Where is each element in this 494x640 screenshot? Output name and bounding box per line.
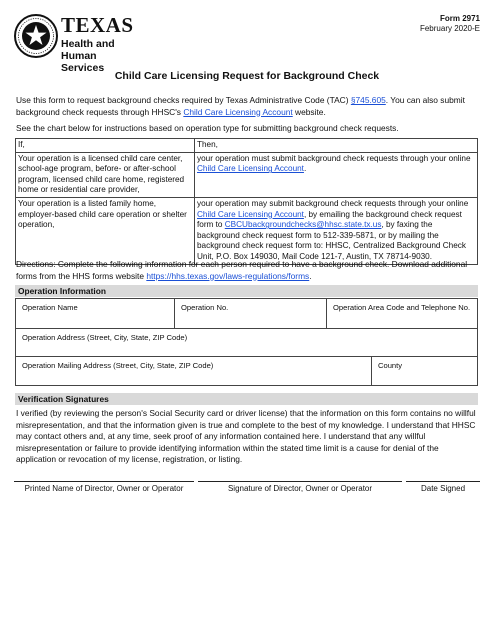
agency-name [61, 15, 144, 74]
forms-website-link[interactable]: https://hhs.texas.gov/laws-regulations/forms [146, 270, 310, 281]
chart-intro: See the chart below for instructions based on operation type for submitting background check requests. [16, 123, 399, 133]
header-if: If, [16, 139, 195, 153]
row2-account-link[interactable]: Child Care Licensing Account [197, 209, 304, 219]
instruction-table [15, 138, 478, 265]
intro-paragraph [16, 95, 478, 118]
intro-text-1: Use this form to request background checks required by Texas Administrative Code (TAC) [16, 95, 351, 105]
operation-number-label: Operation No. [181, 303, 229, 312]
date-line[interactable] [406, 481, 480, 482]
operation-name-field[interactable] [15, 298, 175, 329]
row2-instruction [195, 197, 478, 264]
hhs-logo [14, 14, 144, 72]
table-row [16, 152, 478, 197]
form-date: February 2020-E [419, 24, 480, 33]
tac-link[interactable]: §745.605 [350, 95, 386, 105]
operation-info-heading: Operation Information [15, 285, 478, 297]
table-header-row [16, 139, 478, 153]
row2-text-1: your operation may submit background check requests through your online [197, 198, 469, 208]
date-label: Date Signed [420, 484, 466, 493]
mailing-address-field[interactable] [15, 356, 372, 386]
operation-address-field[interactable] [15, 328, 478, 357]
page-title: Child Care Licensing Request for Background Check [114, 70, 380, 82]
printed-name-line[interactable] [14, 481, 194, 482]
header-then: Then, [195, 139, 478, 153]
row1-account-link[interactable]: Child Care Licensing Account [197, 164, 304, 174]
operation-name-label: Operation Name [22, 303, 78, 312]
row2-text-2: , by emailing the background check request form to [197, 209, 462, 230]
county-field[interactable] [371, 356, 478, 386]
signature-label: Signature of Director, Owner or Operator [227, 484, 373, 493]
mailing-address-label: Operation Mailing Address (Street, City, State, ZIP Code) [22, 361, 214, 370]
directions-text-2: . [309, 270, 312, 281]
row1-condition: Your operation is a licensed child care center, school-age program, before- or after-school program, licensed child care home, registered home or residential care provider, [16, 152, 195, 197]
agency-line-1: TEXAS [61, 13, 134, 37]
row2-condition: Your operation is a listed family home, employer-based child care operation or shelter operation, [16, 197, 195, 264]
texas-seal-icon [14, 14, 58, 58]
intro-text-2: . You can also submit background check requests through HHSC's [16, 95, 465, 117]
row1-text-1: your operation must submit background check requests through your online [197, 153, 471, 163]
directions-paragraph [16, 259, 478, 282]
row2-text-3: , by faxing the background check request form to 512-339-5871, or by mailing the background check request form to: HHSC, Centralized Background Check Unit, P.O. Box 149030, Mail Code 121-7, Austin, TX 78714-9030. [197, 220, 466, 261]
form-number: Form 2971 [439, 14, 480, 23]
table-row [16, 197, 478, 264]
operation-address-label: Operation Address (Street, City, State, ZIP Code) [22, 333, 188, 342]
agency-line-2: Health and Human [61, 38, 115, 62]
signature-line[interactable] [198, 481, 402, 482]
row1-text-2: . [303, 164, 307, 174]
printed-name-label: Printed Name of Director, Owner or Operator [24, 484, 184, 493]
form-identifier [420, 14, 480, 34]
row1-instruction [195, 152, 478, 197]
operation-phone-field[interactable] [326, 298, 478, 329]
directions-text-1: Directions: Complete the following information for each person required to have a background check. Download additional forms from the HHS forms website [16, 259, 468, 281]
intro-text-3: website. [292, 106, 326, 117]
verification-statement: I verified (by reviewing the person's Social Security card or driver license) that the information on this form contains no willful misrepresentation, and that the information given is true and complete to the best of my knowledge. I understand that HHSC may contact others and, at any time, seek proof of any information contained here. I understand that any willful misrepresentation or failure to provide identifying information within the stated time limit is a cause for denial of the application or revocation of my license, registration, or listing. [16, 408, 476, 465]
agency-line-3: Services [61, 62, 105, 74]
operation-phone-label: Operation Area Code and Telephone No. [333, 303, 471, 312]
county-label: County [378, 361, 403, 370]
account-link[interactable]: Child Care Licensing Account [183, 106, 293, 117]
operation-number-field[interactable] [174, 298, 327, 329]
email-link[interactable]: CBCUbackgroundchecks@hhsc.state.tx.us [224, 220, 382, 230]
verification-heading: Verification Signatures [15, 393, 478, 405]
